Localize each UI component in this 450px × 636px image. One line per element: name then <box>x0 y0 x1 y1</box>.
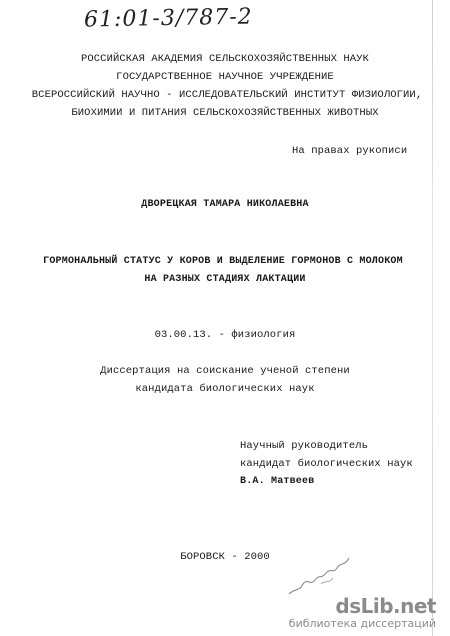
supervisor-name: В.А. Матвеев <box>240 476 315 487</box>
supervisor-label: Научный руководитель <box>240 440 369 452</box>
registration-number: 61:01-3/787-2 <box>83 4 253 33</box>
header-line-2: ГОСУДАРСТВЕННОЕ НАУЧНОЕ УЧРЕЖДЕНИЕ <box>116 71 334 83</box>
supervisor-degree: кандидат биологических наук <box>240 458 413 470</box>
place-year: БОРОВСК - 2000 <box>180 551 270 563</box>
specialty: 03.00.13. - физиология <box>154 329 296 341</box>
title-line-1: ГОРМОНАЛЬНЫЙ СТАТУС У КОРОВ И ВЫДЕЛЕНИЕ ГОРМОНОВ С МОЛОКОМ <box>43 256 403 267</box>
degree-line-2: кандидата биологических наук <box>135 383 315 395</box>
header-line-3: ВСЕРОССИЙСКИЙ НАУЧНО - ИССЛЕДОВАТЕЛЬСКИЙ ИНСТИТУТ ФИЗИОЛОГИИ, <box>31 89 423 101</box>
watermark-caption: библиотека диссертаций <box>288 617 436 630</box>
degree-line-1: Диссертация на соискание ученой степени <box>100 365 350 377</box>
header-line-4: БИОХИМИИ И ПИТАНИЯ СЕЛЬСКОХОЗЯЙСТВЕННЫХ ЖИВОТНЫХ <box>71 107 379 119</box>
dslib-watermark <box>289 595 436 630</box>
manuscript-note: На правах рукописи <box>292 145 408 157</box>
title-line-2: НА РАЗНЫХ СТАДИЯХ ЛАКТАЦИИ <box>144 274 306 285</box>
author-name: ДВОРЕЦКАЯ ТАМАРА НИКОЛАЕВНА <box>141 199 309 210</box>
watermark-logo: dsLib.net <box>335 594 436 618</box>
header-line-1: РОССИЙСКАЯ АКАДЕМИЯ СЕЛЬСКОХОЗЯЙСТВЕННЫХ НАУК <box>80 53 370 65</box>
handwritten-signature <box>285 550 365 600</box>
